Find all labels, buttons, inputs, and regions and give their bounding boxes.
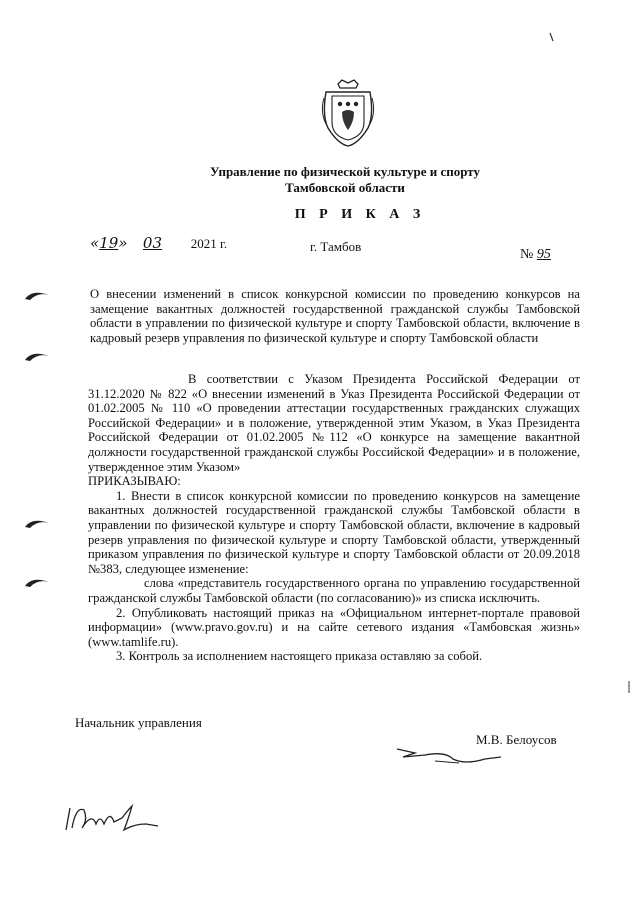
scan-mark [548,32,556,42]
number-sign: № [520,247,534,262]
handwritten-signature [395,735,505,775]
order-date [90,234,227,252]
date-close-quote: » [118,234,128,252]
org-line-1: Управление по физической культуре и спорту [209,164,481,179]
order-directive: ПРИКАЗЫВАЮ: [88,474,181,489]
date-day: 19 [99,234,119,252]
order-body [88,372,580,664]
number-value: 95 [536,247,551,262]
order-title: П Р И К А З [294,207,426,222]
signatory-position: Начальник управления [75,715,202,730]
order-number [520,247,551,263]
preamble-paragraph: В соответствии с Указом Президента Российской Федерации от 31.12.2020 № 822 «О внесении изменений в Указ Президента Российской Федерации от 01.02.2005 № 110 «О проведении аттестации государственных гражданских служащих Российской Федерации» и в положение, утвержденной этим Указом, в Указ Президента Российской Федерации от 01.02.2005 №112 «О конкурсе на замещение вакантной должности государственной гражданской службы Российской Федерации» и в положение, утвержденное этим Указом» [88,372,580,474]
item-2-paragraph: 2. Опубликовать настоящий приказ на «Официальном интернет-портале правовой информации» (www.pravo.gov.ru) и на сайте сетевого издания «Тамбовская жизнь» (www.tamlife.ru). [88,605,580,649]
org-line-2: Тамбовской области [285,180,405,195]
scan-mark [626,680,632,694]
organization-name [150,164,540,196]
punch-hole-mark [24,289,50,301]
city: г. Тамбов [310,239,362,254]
order-subject: О внесении изменений в список конкурсной комиссии по проведению конкурсов на замещение вакантных должностей государственной гражданской службы Тамбовской области в управлении по физической культуре и спорту Тамбовской области, включение в кадровый резерв управления по физической культуре и спорту Тамбовской области [90,287,580,345]
handwritten-initials-mark [62,800,162,840]
item-1-change-paragraph: слова «представитель государственного органа по управлению государственной гражданской службы Тамбовской области (по согласованию)» из списка исключить. [88,576,580,605]
punch-hole-mark [24,576,50,588]
date-year: 2021 г. [190,236,228,251]
signatory-name: М.В. Белоусов [476,732,557,747]
date-open-quote: « [90,234,100,252]
date-month: 03 [142,234,163,252]
item-3-paragraph: 3. Контроль за исполнением настоящего приказа оставляю за собой. [116,649,483,664]
item-1-paragraph: 1. Внести в список конкурсной комиссии по проведению конкурсов на замещение вакантных должностей государственной гражданской службы Тамбовской области в управлении по физической культуре и спорту Тамбовской области, включение в кадровый резерв управления по физической культуре и спорту Тамбовской области, утвержденный приказом управления по физической культуре и спорту Тамбовской области от 20.09.2018 №383, следующее изменение: [88,488,580,576]
punch-hole-mark [24,350,50,362]
tambov-coat-of-arms-emblem [318,78,378,148]
punch-hole-mark [24,517,50,529]
